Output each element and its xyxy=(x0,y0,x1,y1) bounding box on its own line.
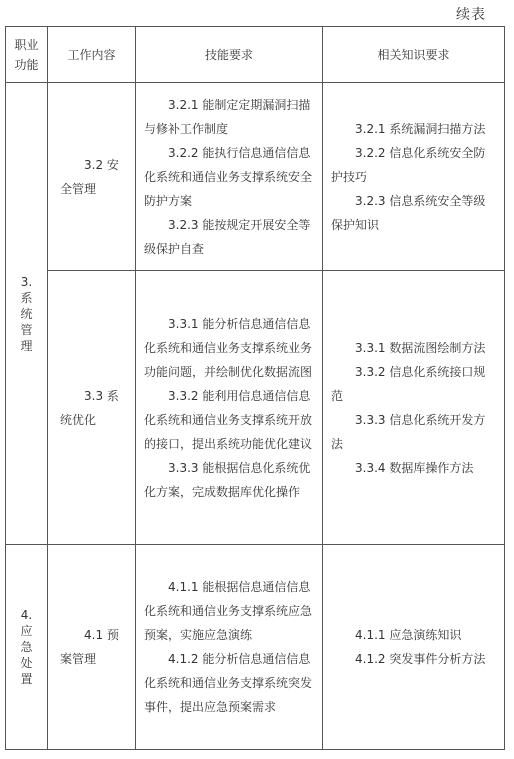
continued-label: 续表 xyxy=(456,7,486,23)
knowledge-item: 4.1.2 突发事件分析方法 xyxy=(355,652,486,666)
knowledge-item: 3.3.1 数据流图绘制方法 xyxy=(355,340,486,355)
skill-cell xyxy=(136,271,323,545)
skill-item: 3.2.3 能按规定开展安全等级保护自查 xyxy=(144,217,311,256)
table-row xyxy=(6,545,505,750)
skill-item: 3.3.2 能利用信息通信信息化系统和通信业务支撑系统开放的接口，提出系统功能优化建议 xyxy=(144,388,313,451)
skill-item: 4.1.1 能根据信息通信信息化系统和通信业务支撑系统应急预案，实施应急演练 xyxy=(144,580,313,642)
knowledge-item: 4.1.1 应急演练知识 xyxy=(355,628,462,642)
table-row xyxy=(6,83,505,271)
knowledge-cell xyxy=(323,545,505,750)
skill-item: 3.3.1 能分析信息通信信息化系统和通信业务支撑系统业务功能问题，并绘制优化数据流图 xyxy=(144,316,313,379)
header-work-content: 工作内容 xyxy=(48,27,136,83)
table-header-row xyxy=(6,27,505,83)
knowledge-item: 3.2.2 信息化系统安全防护技巧 xyxy=(331,145,486,184)
header-knowledge-requirements: 相关知识要求 xyxy=(323,27,505,83)
knowledge-item: 3.2.1 系统漏洞扫描方法 xyxy=(355,121,486,136)
knowledge-item: 3.3.2 信息化系统接口规范 xyxy=(331,364,486,403)
function-cell-system-management: 3.系统管理 xyxy=(6,83,48,545)
skill-cell xyxy=(136,83,323,271)
occupational-standard-table xyxy=(5,26,505,750)
header-function: 职业功能 xyxy=(6,27,48,83)
skill-item: 3.3.3 能根据信息化系统优化方案，完成数据库优化操作 xyxy=(144,460,311,499)
function-cell-emergency-response: 4.应急处置 xyxy=(6,545,48,750)
knowledge-cell xyxy=(323,83,505,271)
work-cell: 4.1 预案管理 xyxy=(48,545,136,750)
skill-item: 4.1.2 能分析信息通信信息化系统和通信业务支撑系统突发事件，提出应急预案需求 xyxy=(144,652,313,714)
table-row xyxy=(6,271,505,545)
knowledge-item: 3.3.3 信息化系统开发方法 xyxy=(331,412,486,451)
skill-cell xyxy=(136,545,323,750)
knowledge-item: 3.3.4 数据库操作方法 xyxy=(355,460,474,475)
work-cell: 3.2 安全管理 xyxy=(48,83,136,271)
skill-item: 3.2.1 能制定定期漏洞扫描与修补工作制度 xyxy=(144,97,311,136)
work-cell: 3.3 系统优化 xyxy=(48,271,136,545)
header-skill-requirements: 技能要求 xyxy=(136,27,323,83)
knowledge-cell xyxy=(323,271,505,545)
skill-item: 3.2.2 能执行信息通信信息化系统和通信业务支撑系统安全防护方案 xyxy=(144,145,313,208)
knowledge-item: 3.2.3 信息系统安全等级保护知识 xyxy=(331,193,486,232)
